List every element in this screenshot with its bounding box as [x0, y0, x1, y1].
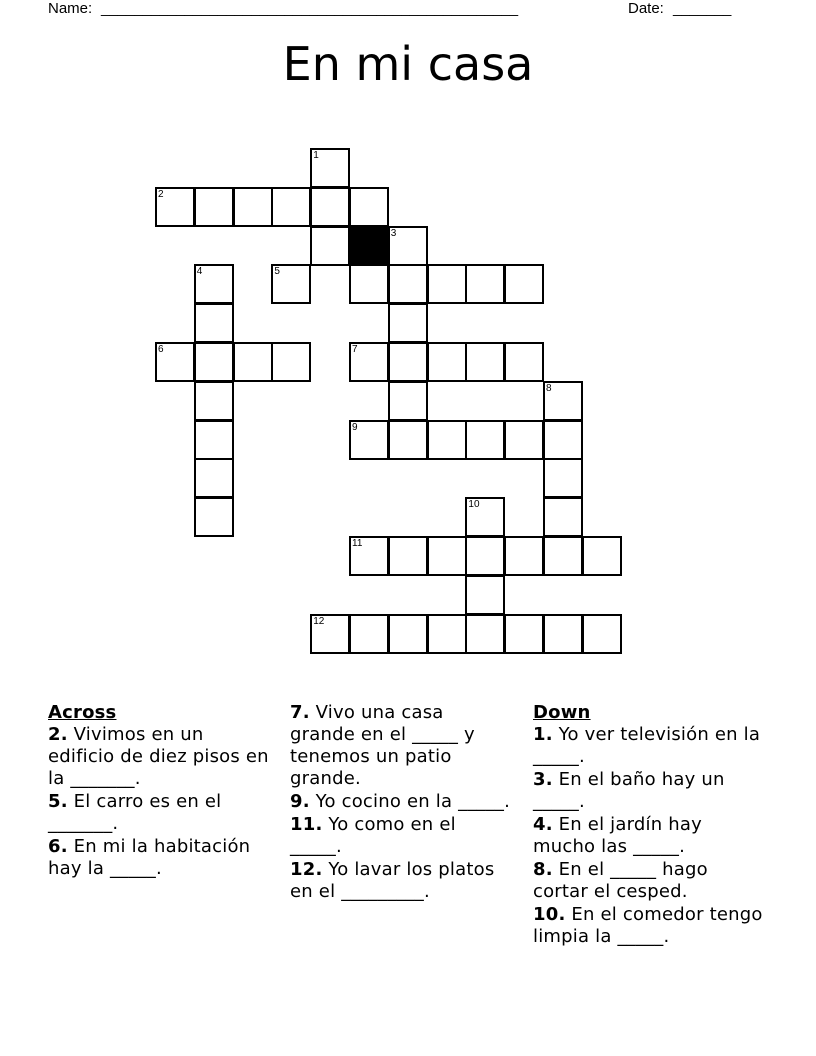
crossword-cell[interactable]: [155, 187, 195, 227]
crossword-cell[interactable]: [582, 536, 622, 576]
crossword-cell[interactable]: [388, 420, 428, 460]
crossword-cell[interactable]: [194, 264, 234, 304]
clue-number: 9: [352, 421, 358, 433]
crossword-cell[interactable]: [582, 614, 622, 654]
crossword-cell[interactable]: [543, 458, 583, 498]
crossword-cell[interactable]: [349, 420, 389, 460]
crossword-cell[interactable]: [465, 342, 505, 382]
clue-number: 10: [468, 499, 480, 511]
crossword-cell[interactable]: [465, 497, 505, 537]
crossword-cell[interactable]: [233, 342, 273, 382]
crossword-cell[interactable]: [543, 497, 583, 537]
crossword-cell[interactable]: [271, 264, 311, 304]
crossword-cell[interactable]: [310, 187, 350, 227]
clue-number: 6: [158, 344, 164, 355]
crossword-cell[interactable]: [427, 536, 467, 576]
clues-column-1: [48, 702, 270, 881]
down-clue: 3. En el baño hay un _____.: [533, 769, 725, 812]
across-clue: 5. El carro es en el _______.: [48, 791, 222, 834]
clue-number: 8: [546, 382, 552, 394]
crossword-cell[interactable]: [388, 303, 428, 343]
crossword-cell[interactable]: [465, 264, 505, 304]
crossword-cell[interactable]: [427, 420, 467, 460]
crossword-cell[interactable]: [194, 187, 234, 227]
crossword-cell[interactable]: [465, 575, 505, 615]
down-heading: Down: [533, 702, 591, 723]
crossword-cell[interactable]: [349, 614, 389, 654]
crossword-cell[interactable]: [543, 536, 583, 576]
crossword-cell[interactable]: [155, 342, 195, 382]
across-clue: 9. Yo cocino en la _____.: [290, 791, 511, 812]
down-clue: 8. En el _____ hago cortar el cesped.: [533, 859, 708, 902]
crossword-cell[interactable]: [194, 458, 234, 498]
crossword-cell[interactable]: [349, 264, 389, 304]
crossword-cell[interactable]: [310, 148, 350, 188]
crossword-cell[interactable]: [194, 497, 234, 537]
date-label: Date:: [628, 0, 664, 17]
crossword-cell[interactable]: [543, 420, 583, 460]
crossword-cell[interactable]: [427, 342, 467, 382]
crossword-cell[interactable]: [310, 226, 350, 266]
clue-number: 3: [390, 227, 397, 239]
clue-number: 4: [196, 266, 203, 278]
crossword-cell[interactable]: [388, 536, 428, 576]
clues-column-2: [290, 702, 512, 904]
black-square: [349, 226, 389, 266]
crossword-cell[interactable]: [504, 614, 544, 654]
clue-number: 7: [352, 344, 358, 355]
crossword-cell[interactable]: [504, 420, 544, 460]
crossword-cell[interactable]: [465, 536, 505, 576]
down-clue: 1. Yo ver televisión en la _____.: [533, 724, 761, 767]
across-clue: 11. Yo como en el _____.: [290, 814, 456, 857]
across-clue: 12. Yo lavar los platos en el _________.: [290, 859, 495, 902]
crossword-cell[interactable]: [543, 381, 583, 421]
date-line: _______: [673, 0, 732, 17]
crossword-cell[interactable]: [388, 381, 428, 421]
crossword-cell[interactable]: [504, 536, 544, 576]
crossword-cell[interactable]: [194, 342, 234, 382]
down-clue: 4. En el jardín hay mucho las _____.: [533, 814, 702, 857]
crossword-cell[interactable]: [388, 342, 428, 382]
clue-number: 1: [313, 150, 319, 161]
crossword-cell[interactable]: [233, 187, 273, 227]
crossword-cell[interactable]: [271, 342, 311, 382]
clue-number: 11: [352, 538, 363, 549]
crossword-cell[interactable]: [465, 614, 505, 654]
crossword-cell[interactable]: [194, 420, 234, 460]
name-line: __________________________________________________: [101, 0, 519, 17]
clue-number: 5: [274, 266, 280, 278]
crossword-cell[interactable]: [427, 614, 467, 654]
page-title: En mi casa: [282, 37, 534, 91]
crossword-cell[interactable]: [388, 226, 428, 266]
crossword-cell[interactable]: [504, 264, 544, 304]
across-heading: Across: [48, 702, 117, 723]
crossword-cell[interactable]: [194, 381, 234, 421]
crossword-cell[interactable]: [349, 536, 389, 576]
across-clue: 7. Vivo una casa grande en el _____ y tenemos un patio grande.: [290, 702, 475, 789]
clue-number: 2: [158, 188, 164, 200]
clue-number: 12: [313, 615, 325, 627]
crossword-cell[interactable]: [349, 342, 389, 382]
crossword-cell[interactable]: [543, 614, 583, 654]
crossword-cell[interactable]: [349, 187, 389, 227]
crossword-cell[interactable]: [271, 187, 311, 227]
across-clue: 2. Vivimos en un edificio de diez pisos en la _______.: [48, 724, 269, 789]
crossword-cell[interactable]: [194, 303, 234, 343]
crossword-cell[interactable]: [388, 264, 428, 304]
across-clue: 6. En mi la habitación hay la _____.: [48, 836, 251, 879]
crossword-cell[interactable]: [310, 614, 350, 654]
crossword-cell[interactable]: [465, 420, 505, 460]
crossword-cell[interactable]: [427, 264, 467, 304]
crossword-cell[interactable]: [504, 342, 544, 382]
clues-column-3: [533, 702, 763, 949]
name-label: Name:: [48, 0, 93, 17]
down-clue: 10. En el comedor tengo limpia la _____.: [533, 904, 763, 947]
crossword-cell[interactable]: [388, 614, 428, 654]
